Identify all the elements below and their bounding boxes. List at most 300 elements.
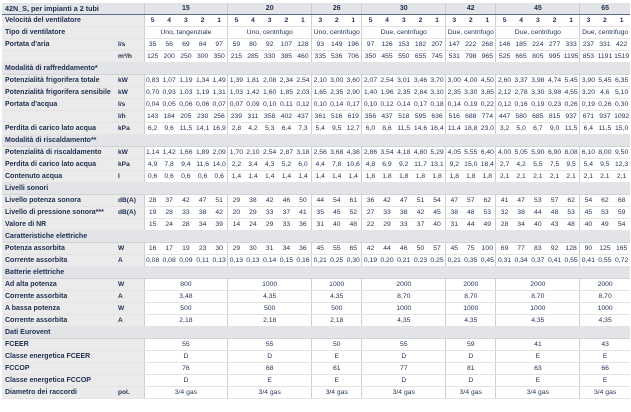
value-cell: 0,14 (261, 255, 278, 267)
value-cell: 38 (446, 207, 463, 219)
value-cell: 1191 (597, 51, 614, 63)
value-cell: 42 (178, 195, 195, 207)
speed-header: 5 (362, 15, 379, 27)
value-cell: 531 (446, 51, 463, 63)
value-cell: 2,10 (312, 75, 329, 87)
value-cell: 5,55 (462, 147, 479, 159)
value-cell: 1,19 (178, 75, 195, 87)
value-cell: 48 (546, 207, 563, 219)
value-cell: 0,6 (161, 171, 178, 183)
value-cell: 31 (446, 219, 463, 231)
value-cell: 41 (496, 195, 513, 207)
spec-table-body (2, 3, 630, 399)
speed-header: 4 (379, 15, 396, 27)
value-cell: 34 (194, 219, 211, 231)
value-cell: 57 (462, 195, 479, 207)
row-label: Corrente assorbita (2, 291, 116, 303)
value-cell: 9,6 (161, 123, 178, 135)
value-cell: 28 (496, 219, 513, 231)
value-cell: 29 (245, 207, 262, 219)
table-row (2, 207, 630, 219)
value-cell: 1,4 (345, 171, 362, 183)
value-cell: 11,5 (395, 123, 412, 135)
value-cell: 385 (278, 51, 295, 63)
value-cell: 580 (513, 111, 530, 123)
value-cell: 14,1 (194, 123, 211, 135)
merged-value: 55 (228, 339, 312, 351)
value-cell: 0,07 (211, 99, 228, 111)
value-cell: 11,6 (194, 159, 211, 171)
row-label: Potenza assorbita (2, 243, 116, 255)
speed-header: 4 (513, 15, 530, 27)
merged-value: Due, centrifugo (580, 27, 630, 39)
value-cell: 0,09 (178, 255, 195, 267)
speed-header: 5 (228, 15, 245, 27)
unit-label: l (116, 171, 144, 183)
value-cell: 47 (194, 195, 211, 207)
unit-label (116, 375, 144, 387)
value-cell: 2,12 (496, 87, 513, 99)
value-cell: 595 (412, 111, 429, 123)
value-cell: 65 (345, 243, 362, 255)
merged-value: 4,35 (446, 315, 496, 327)
value-cell: 37 (412, 219, 429, 231)
value-cell: 0,26 (563, 99, 580, 111)
value-cell: 45 (580, 207, 597, 219)
table-row (2, 111, 630, 123)
value-cell: 38 (194, 207, 211, 219)
value-cell: 29 (228, 243, 245, 255)
value-cell: 125 (144, 51, 161, 63)
value-cell: 1,4 (228, 171, 245, 183)
value-cell: 0,14 (395, 99, 412, 111)
value-cell: 3,60 (345, 75, 362, 87)
value-cell: 48 (563, 219, 580, 231)
value-cell: 149 (328, 39, 345, 51)
value-cell: 146 (496, 39, 513, 51)
row-label: Perdita di carico lato acqua (2, 123, 116, 135)
table-row (2, 315, 630, 327)
value-cell: 23,0 (479, 123, 496, 135)
value-cell: 0,14 (328, 99, 345, 111)
value-cell: 0,55 (563, 255, 580, 267)
value-cell: 671 (580, 111, 597, 123)
value-cell: 5,4 (312, 123, 329, 135)
value-cell: 3,01 (395, 75, 412, 87)
value-cell: 2,35 (446, 87, 463, 99)
value-cell: 143 (144, 111, 161, 123)
merged-value: 2000 (496, 279, 580, 291)
value-cell: 0,13 (211, 255, 228, 267)
value-cell: 0,21 (395, 255, 412, 267)
row-label: Potenzialità di riscaldamento (2, 147, 116, 159)
value-cell: 44 (379, 243, 396, 255)
value-cell: 15,0 (462, 159, 479, 171)
value-cell: 8,6 (379, 123, 396, 135)
value-cell: 0,19 (580, 99, 597, 111)
value-cell: 3,30 (529, 87, 546, 99)
value-cell: 5,5 (529, 159, 546, 171)
value-cell: 53 (597, 207, 614, 219)
value-cell: 1,81 (245, 75, 262, 87)
value-cell: 3,46 (412, 75, 429, 87)
value-cell: 6,40 (479, 147, 496, 159)
value-cell: 18,4 (479, 159, 496, 171)
value-cell: 422 (613, 39, 630, 51)
merged-value: Uno, tangenziale (144, 27, 228, 39)
model-header: 42 (446, 3, 496, 15)
unit-label: l/s (116, 99, 144, 111)
value-cell: 47 (446, 195, 463, 207)
merged-value: 500 (144, 303, 228, 315)
table-row (2, 219, 630, 231)
value-cell: 47 (395, 195, 412, 207)
value-cell: 2,60 (496, 75, 513, 87)
row-label (2, 111, 116, 123)
merged-value: 2,18 (312, 315, 362, 327)
value-cell: 0,18 (429, 99, 446, 111)
value-cell: 29 (228, 195, 245, 207)
value-cell: 333 (563, 39, 580, 51)
merged-value: 2000 (446, 279, 496, 291)
value-cell: 14,6 (412, 123, 429, 135)
table-title-row (2, 3, 630, 15)
unit-label: kW (116, 87, 144, 99)
value-cell: 0,06 (194, 99, 211, 111)
value-cell: 11,5 (597, 123, 614, 135)
value-cell: 1,34 (194, 75, 211, 87)
value-cell: 0,26 (597, 99, 614, 111)
merged-value: 8,70 (496, 291, 580, 303)
value-cell: 45 (328, 207, 345, 219)
value-cell: 2,1 (613, 171, 630, 183)
merged-value: Uno, centrifugo (312, 27, 362, 39)
value-cell: 42 (362, 243, 379, 255)
value-cell: 2,07 (362, 75, 379, 87)
value-cell: 100 (479, 243, 496, 255)
value-cell: 15,0 (613, 123, 630, 135)
value-cell: 250 (178, 51, 195, 63)
value-cell: 40 (529, 219, 546, 231)
value-cell: 8,08 (563, 147, 580, 159)
value-cell: 3,4 (245, 159, 262, 171)
value-cell: 51 (211, 195, 228, 207)
value-cell: 0,93 (161, 87, 178, 99)
value-cell: 0,10 (362, 99, 379, 111)
merged-value: 1000 (496, 303, 580, 315)
value-cell: 6,9 (379, 159, 396, 171)
merged-value: D (144, 351, 228, 363)
value-cell: 0,19 (462, 99, 479, 111)
merged-value: 2000 (580, 279, 630, 291)
value-cell: 6,0 (295, 159, 312, 171)
section-row (2, 63, 630, 75)
speed-header: 5 (144, 15, 161, 27)
value-cell: 0,72 (613, 255, 630, 267)
value-cell: 1,4 (245, 171, 262, 183)
row-label: Ad alta potenza (2, 279, 116, 291)
value-cell: 5,4 (580, 159, 597, 171)
unit-label: m³/h (116, 51, 144, 63)
merged-value: 8,70 (580, 291, 630, 303)
value-cell: 4,3 (261, 159, 278, 171)
value-cell: 0,30 (345, 255, 362, 267)
value-cell: 1,8 (429, 171, 446, 183)
merged-value: 2,18 (228, 315, 312, 327)
value-cell: 80 (245, 39, 262, 51)
value-cell: 311 (245, 111, 262, 123)
value-cell: 2,8 (228, 123, 245, 135)
value-cell: 665 (513, 51, 530, 63)
merged-value: 55 (362, 339, 446, 351)
value-cell: 40 (429, 219, 446, 231)
spec-table (2, 3, 630, 399)
value-cell: 54 (328, 195, 345, 207)
value-cell: 518 (395, 111, 412, 123)
merged-value: 2,18 (144, 315, 228, 327)
value-cell: 5,3 (261, 123, 278, 135)
table-row (2, 147, 630, 159)
value-cell: 47 (513, 195, 530, 207)
value-cell: 0,09 (245, 99, 262, 111)
row-label: Corrente assorbita (2, 255, 116, 267)
value-cell: 5,45 (597, 75, 614, 87)
value-cell: 43 (546, 219, 563, 231)
value-cell: 15 (144, 219, 161, 231)
value-cell: 9,2 (395, 159, 412, 171)
merged-value: 4,35 (228, 291, 312, 303)
value-cell: 97 (211, 39, 228, 51)
value-cell: 2,10 (245, 147, 262, 159)
merged-value: 3/4 gas (312, 387, 362, 399)
value-cell: 6,10 (580, 147, 597, 159)
value-cell: 90 (580, 243, 597, 255)
merged-value: Due, centrifugo (496, 27, 580, 39)
value-cell: 37 (161, 195, 178, 207)
speed-header: 1 (345, 15, 362, 27)
value-cell: 42 (211, 207, 228, 219)
value-cell: 2,1 (546, 171, 563, 183)
value-cell: 4,6 (597, 87, 614, 99)
unit-label: W (116, 243, 144, 255)
value-cell: 0,19 (529, 99, 546, 111)
value-cell: 1,8 (479, 171, 496, 183)
value-cell: 2,08 (261, 75, 278, 87)
table-row (2, 363, 630, 375)
speed-header: 3 (580, 15, 597, 27)
merged-value: 68 (228, 363, 312, 375)
value-cell: 7,5 (546, 159, 563, 171)
merged-value: 3/4 gas (580, 387, 630, 399)
value-cell: 636 (429, 111, 446, 123)
value-cell: 207 (429, 39, 446, 51)
value-cell: 84 (194, 39, 211, 51)
value-cell: 0,10 (261, 99, 278, 111)
model-header: 65 (580, 3, 630, 15)
merged-value: Due, centrifugo (446, 27, 496, 39)
value-cell: 350 (362, 51, 379, 63)
merged-value: 3/4 gas (446, 387, 496, 399)
merged-value: 2000 (362, 279, 446, 291)
merged-value: E (312, 375, 362, 387)
unit-label: A (116, 315, 144, 327)
speed-header: 2 (194, 15, 211, 27)
value-cell: 1,03 (178, 87, 195, 99)
value-cell: 35 (144, 39, 161, 51)
row-label: Portata d'aria (2, 39, 116, 51)
unit-label: kPa (116, 159, 144, 171)
value-cell: 184 (161, 111, 178, 123)
value-cell: 1,03 (228, 87, 245, 99)
merged-value: 63 (496, 363, 580, 375)
row-label: Potenzialità frigorifera totale (2, 75, 116, 87)
value-cell: 224 (529, 39, 546, 51)
value-cell: 11,4 (446, 123, 463, 135)
value-cell: 24 (245, 219, 262, 231)
merged-value: 4,35 (580, 315, 630, 327)
merged-value: 1000 (580, 303, 630, 315)
value-cell: 6,0 (362, 123, 379, 135)
value-cell: 92 (546, 243, 563, 255)
merged-value: 8,70 (446, 291, 496, 303)
merged-value: D (362, 375, 446, 387)
unit-label (116, 219, 144, 231)
value-cell: 126 (379, 39, 396, 51)
value-cell: 437 (295, 111, 312, 123)
merged-value: 81 (446, 363, 496, 375)
value-cell: 2,03 (295, 87, 312, 99)
value-cell: 128 (563, 243, 580, 255)
value-cell: 62 (597, 195, 614, 207)
table-row (2, 87, 630, 99)
speed-header: 3 (261, 15, 278, 27)
value-cell: 4,50 (479, 75, 496, 87)
value-cell: 0,6 (144, 171, 161, 183)
value-cell: 2,09 (211, 147, 228, 159)
unit-label: W (116, 303, 144, 315)
value-cell: 32 (496, 207, 513, 219)
section-header: Modalità di riscaldamento** (2, 135, 630, 147)
value-cell: 0,83 (144, 75, 161, 87)
value-cell: 44 (312, 195, 329, 207)
merged-value: 43 (580, 339, 630, 351)
value-cell: 2,35 (395, 87, 412, 99)
value-cell: 48 (462, 207, 479, 219)
value-cell: 937 (597, 111, 614, 123)
value-cell: 1,8 (462, 171, 479, 183)
merged-value: 50 (312, 339, 362, 351)
value-cell: 1,4 (312, 171, 329, 183)
value-cell: 0,12 (295, 99, 312, 111)
table-row (2, 171, 630, 183)
speed-header: 2 (462, 15, 479, 27)
value-cell: 4,4 (312, 159, 329, 171)
value-cell: 2,1 (529, 171, 546, 183)
value-cell: 153 (395, 39, 412, 51)
value-cell: 11,5 (563, 123, 580, 135)
section-row (2, 267, 630, 279)
value-cell: 3,85 (479, 87, 496, 99)
value-cell: 36 (295, 243, 312, 255)
value-cell: 356 (362, 111, 379, 123)
value-cell: 44 (529, 207, 546, 219)
merged-value: 55 (144, 339, 228, 351)
unit-label: l/h (116, 111, 144, 123)
value-cell: 3,68 (328, 147, 345, 159)
merged-value: D (228, 351, 312, 363)
value-cell: 4,2 (513, 159, 530, 171)
row-label: FCCOP (2, 363, 116, 375)
merged-value: 3/4 gas (362, 387, 446, 399)
unit-label (116, 351, 144, 363)
value-cell: 1,31 (211, 87, 228, 99)
value-cell: 49 (479, 219, 496, 231)
table-title: 42N_S, per impianti a 2 tubi (2, 3, 144, 15)
unit-label: kPa (116, 123, 144, 135)
value-cell: 3,98 (546, 87, 563, 99)
value-cell: 37 (278, 207, 295, 219)
model-header: 30 (362, 3, 446, 15)
value-cell: 0,21 (312, 255, 329, 267)
value-cell: 2,87 (278, 147, 295, 159)
unit-label: W (116, 279, 144, 291)
value-cell: 268 (479, 39, 496, 51)
value-cell: 4,55 (563, 87, 580, 99)
value-cell: 9,5 (597, 159, 614, 171)
table-row (2, 255, 630, 267)
value-cell: 1,40 (362, 87, 379, 99)
value-cell: 5,29 (429, 147, 446, 159)
value-cell: 277 (546, 39, 563, 51)
value-cell: 28 (178, 219, 195, 231)
value-cell: 7,3 (295, 123, 312, 135)
merged-value: E (312, 351, 362, 363)
value-cell: 19 (178, 243, 195, 255)
value-cell: 3,00 (328, 75, 345, 87)
model-header: 20 (228, 3, 312, 15)
unit-label: dB(A) (116, 207, 144, 219)
value-cell: 1,07 (161, 75, 178, 87)
value-cell: 0,11 (278, 99, 295, 111)
value-cell: 46 (395, 243, 412, 255)
unit-label (116, 363, 144, 375)
row-label: Perdita di carico lato acqua (2, 159, 116, 171)
value-cell: 995 (546, 51, 563, 63)
value-cell: 5,90 (529, 147, 546, 159)
section-row (2, 327, 630, 339)
value-cell: 2,54 (261, 147, 278, 159)
value-cell: 0,05 (161, 99, 178, 111)
value-cell: 0,10 (312, 99, 329, 111)
merged-value: D (144, 375, 228, 387)
value-cell: 13,1 (429, 159, 446, 171)
merged-value: 61 (312, 363, 362, 375)
merged-value: Uno, centrifugo (228, 27, 312, 39)
value-cell: 33 (379, 207, 396, 219)
value-cell: 17 (161, 243, 178, 255)
value-cell: 0,17 (345, 99, 362, 111)
value-cell: 2,1 (496, 171, 513, 183)
value-cell: 1,14 (144, 147, 161, 159)
value-cell: 2,35 (328, 87, 345, 99)
value-cell: 1,42 (161, 147, 178, 159)
value-cell: 1,8 (412, 171, 429, 183)
value-cell: 42 (412, 207, 429, 219)
value-cell: 0,34 (513, 255, 530, 267)
table-row (2, 339, 630, 351)
value-cell: 619 (345, 111, 362, 123)
value-cell: 53 (563, 207, 580, 219)
